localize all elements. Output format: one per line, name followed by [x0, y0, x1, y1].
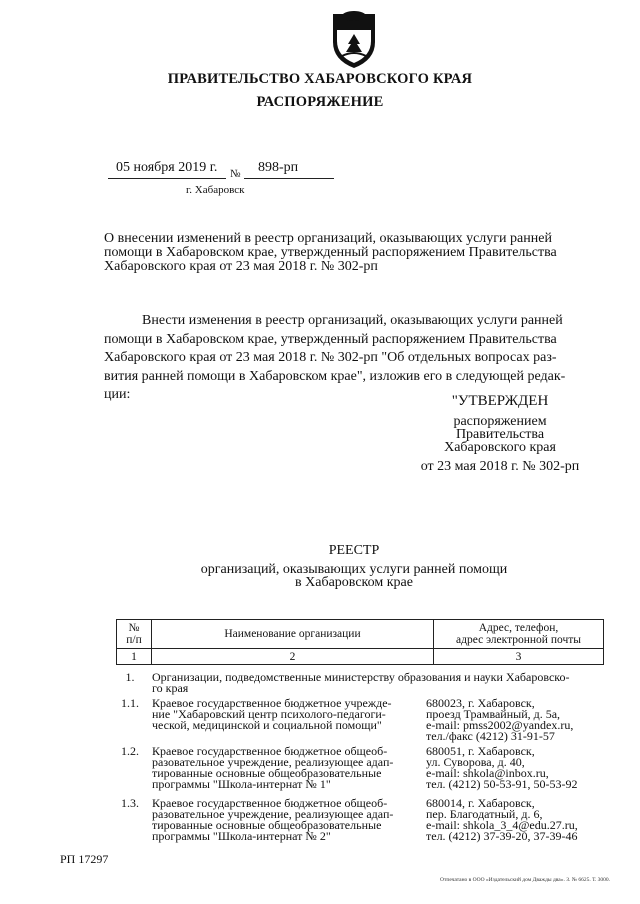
title-line: О внесении изменений в реестр организаций, оказывающих услуги ранней: [104, 231, 552, 246]
addr-line: проезд Трамвайный, д. 5а,: [426, 707, 561, 721]
org-line: разовательное учреждение, реализующее адап-: [152, 807, 394, 821]
entry-address: [426, 746, 604, 790]
title-line: Хабаровского края от 23 мая 2018 г. № 302-рп: [104, 259, 378, 274]
addr-line: пер. Благодатный, д. 6,: [426, 807, 543, 821]
entry-organization: [152, 698, 407, 731]
header-text: п/п: [126, 634, 142, 646]
addr-line: 680023, г. Хабаровск,: [426, 696, 535, 710]
addr-line: 680051, г. Хабаровск,: [426, 744, 535, 758]
document-body: [104, 312, 604, 405]
approval-line: Правительства: [455, 427, 545, 442]
document-date: 05 ноября 2019 г.: [116, 160, 218, 175]
document-title: [104, 232, 604, 274]
header-text: Адрес, телефон,: [478, 622, 559, 634]
approval-line: распоряжением: [453, 414, 547, 429]
body-line: Хабаровского края от 23 мая 2018 г. № 302-рп "Об отдельных вопросах раз-: [104, 350, 557, 365]
header-cell-address: [434, 620, 604, 649]
entry-address: [426, 698, 604, 742]
addr-line: тел. (4212) 50-53-91, 50-53-92: [426, 777, 578, 791]
entry-organization: [152, 798, 407, 842]
org-line: программы "Школа-интернат № 1": [152, 777, 331, 791]
registry-subtitle-line: организаций, оказывающих услуги ранней помощи: [200, 562, 508, 577]
section-text: [152, 672, 612, 694]
entry-organization: [152, 746, 407, 790]
body-line: помощи в Хабаровском крае, утвержденный распоряжением Правительства: [104, 331, 557, 347]
print-note: Отпечатано в ООО «Издательский дом Дважды два». З. № 6625. Т. 3000.: [440, 877, 611, 883]
registry-title: РЕЕСТР: [328, 543, 380, 558]
body-line: вития ранней помощи в Хабаровском крае", изложив его в следующей редак-: [104, 368, 566, 384]
addr-line: ул. Суворова, д. 40,: [426, 755, 525, 769]
registry-subtitle: [104, 563, 604, 589]
approval-line: от 23 мая 2018 г. № 302-рп: [420, 459, 580, 474]
org-line: тированные основные общеобразовательные: [152, 766, 382, 780]
entry-number: 1.3.: [121, 796, 139, 810]
approval-block: [395, 393, 605, 475]
header-text: №: [128, 622, 140, 634]
addr-line: тел. (4212) 37-39-20, 37-39-46: [426, 829, 578, 843]
addr-line: тел./факс (4212) 31-91-57: [426, 729, 555, 743]
document-code: РП 17297: [60, 852, 109, 866]
org-line: разовательное учреждение, реализующее адап-: [152, 755, 394, 769]
index-cell: 1: [117, 649, 152, 665]
org-line: Краевое государственное бюджетное учрежде-: [152, 696, 392, 710]
document-type: РАСПОРЯЖЕНИЕ: [256, 94, 384, 110]
government-name: ПРАВИТЕЛЬСТВО ХАБАРОВСКОГО КРАЯ: [167, 71, 473, 87]
entry-number: 1.1.: [121, 696, 139, 710]
entry-address: [426, 798, 604, 842]
index-cell: 3: [434, 649, 604, 665]
org-line: Краевое государственное бюджетное общеоб-: [152, 744, 388, 758]
date-underline: [108, 178, 226, 179]
number-underline: [244, 178, 334, 179]
addr-line: e-mail: pmss2002@yandex.ru,: [426, 718, 574, 732]
approval-heading: "УТВЕРЖДЕН: [451, 393, 549, 409]
city: г. Хабаровск: [186, 184, 245, 196]
section-number: 1.: [125, 670, 135, 684]
org-line: тированные основные общеобразовательные: [152, 818, 382, 832]
org-line: ческой, медицинской и социальной помощи": [152, 718, 382, 732]
registry-table-header: [116, 619, 604, 665]
org-line: программы "Школа-интернат № 2": [152, 829, 331, 843]
index-cell: 2: [152, 649, 434, 665]
org-line: Краевое государственное бюджетное общеоб-: [152, 796, 388, 810]
registry-subtitle-line: в Хабаровском крае: [295, 575, 413, 590]
org-line: ние "Хабаровский центр психолого-педагоги-: [152, 707, 386, 721]
addr-line: e-mail: shkola_3_4@edu.27.ru,: [426, 818, 578, 832]
coat-of-arms-icon: [329, 8, 379, 70]
addr-line: 680014, г. Хабаровск,: [426, 796, 535, 810]
header-cell-number: [117, 620, 152, 649]
document-number: 898-рп: [258, 160, 299, 175]
body-line: ции:: [104, 387, 131, 402]
title-line: помощи в Хабаровском крае, утвержденный распоряжением Правительства: [104, 245, 557, 260]
addr-line: e-mail: shkola@inbox.ru,: [426, 766, 549, 780]
header-text: адрес электронной почты: [456, 634, 581, 646]
section-text-line: Организации, подведомственные министерству образования и науки Хабаровско-: [152, 670, 570, 684]
number-label: №: [230, 168, 241, 180]
header-cell-name: Наименование организации: [152, 620, 434, 649]
section-text-line: го края: [152, 681, 189, 695]
entry-number: 1.2.: [121, 744, 139, 758]
body-line: Внести изменения в реестр организаций, оказывающих услуги ранней: [142, 313, 563, 328]
approval-line: Хабаровского края: [444, 440, 556, 455]
